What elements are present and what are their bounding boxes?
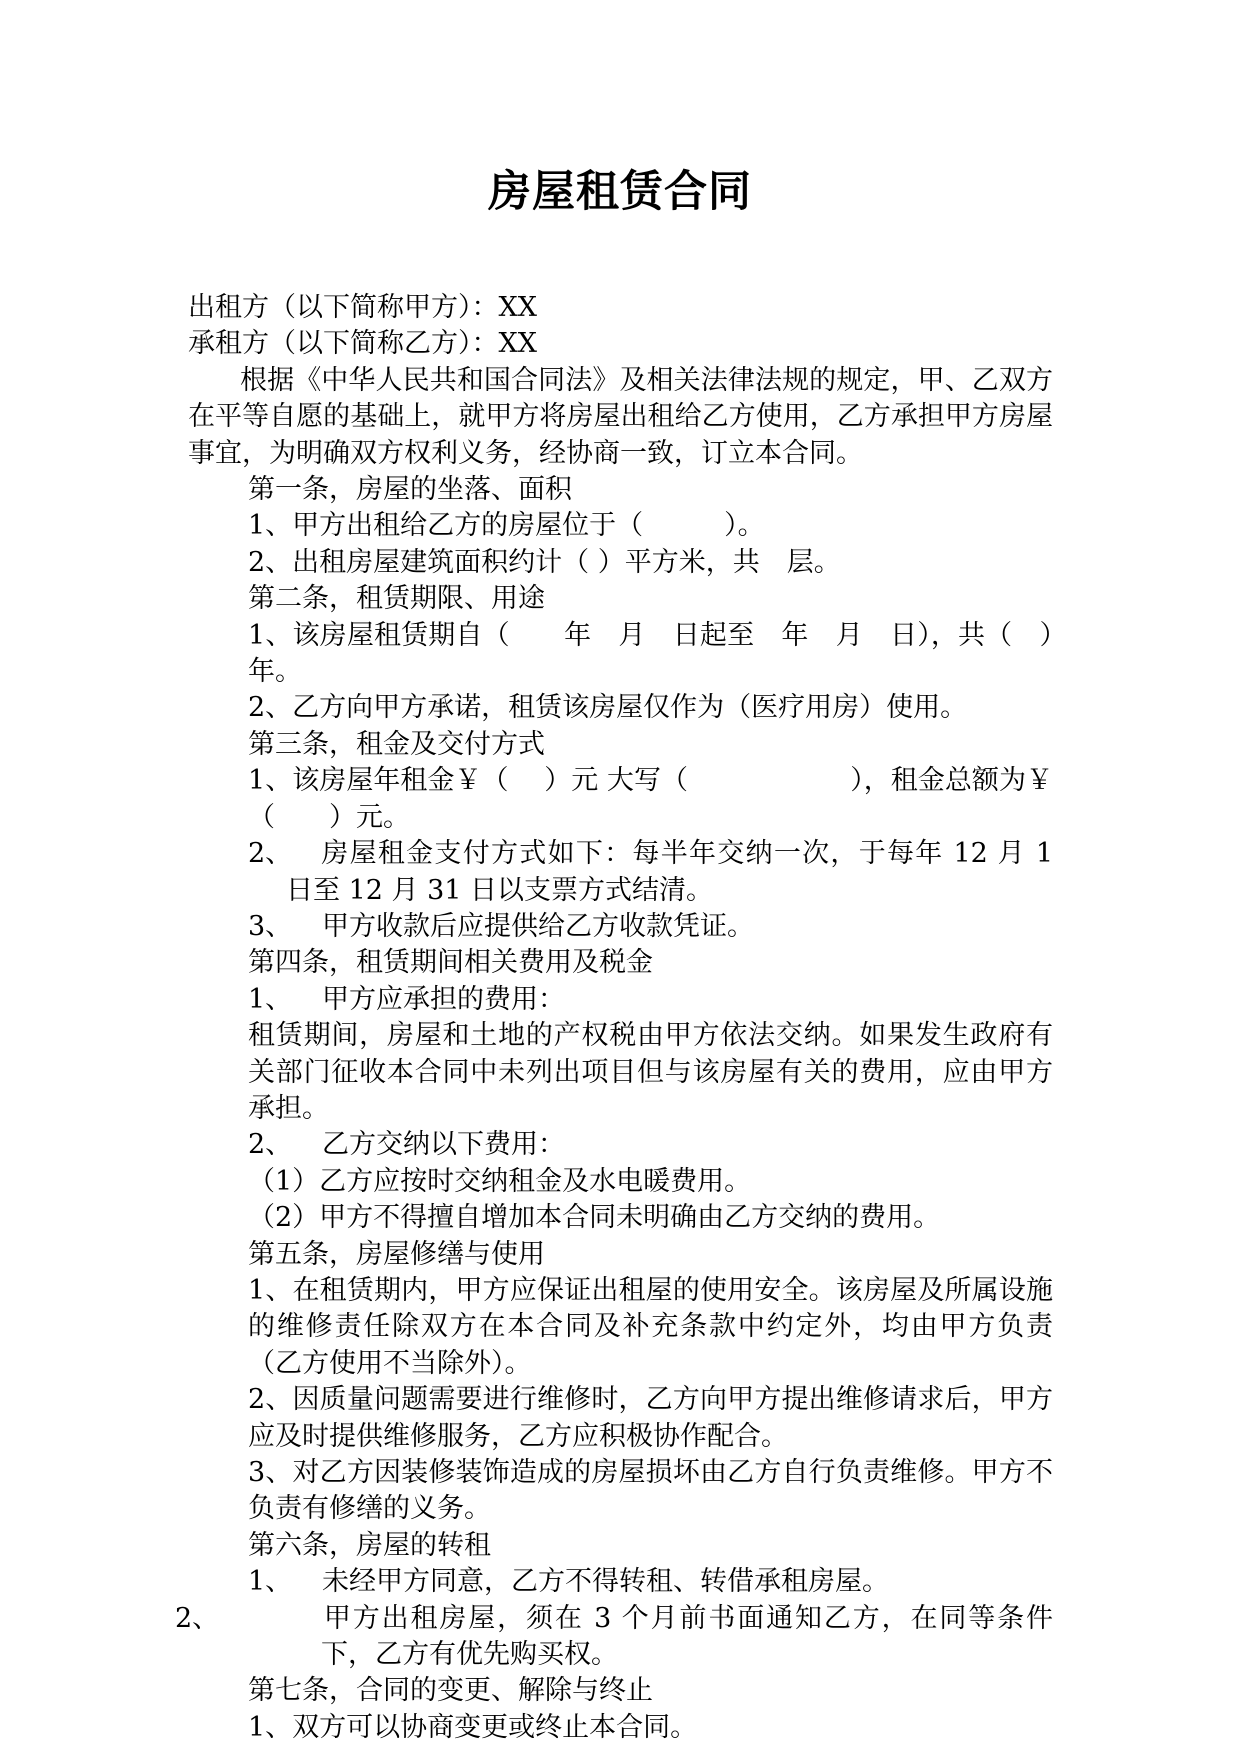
article-2-item-2: 2、乙方向甲方承诺，租赁该房屋仅作为（医疗用房）使用。 <box>248 692 968 724</box>
article-6-item-2 <box>175 1601 1053 1674</box>
article-6-item-1-text: 未经甲方同意，乙方不得转租、转借承租房屋。 <box>322 1566 889 1598</box>
article-3-item-2 <box>188 836 1053 909</box>
document-body <box>175 290 1053 1746</box>
article-3-item-1: 1、该房屋年租金￥（ ）元 大写（ ），租金总额为￥（ ）元。 <box>248 765 1053 833</box>
article-6-title: 第六条，房屋的转租 <box>248 1529 491 1561</box>
document-title: 房屋租赁合同 <box>488 167 752 217</box>
article-4-title: 第四条，租赁期间相关费用及税金 <box>248 947 653 979</box>
article-6-item-1-number: 1、 <box>248 1566 293 1598</box>
article-4-item-2-number: 2、 <box>248 1129 293 1161</box>
article-2-title: 第二条，租赁期限、用途 <box>248 583 545 615</box>
article-4-subitem-1: （1）乙方应按时交纳租金及水电暖费用。 <box>248 1165 752 1197</box>
article-1-item-1: 1、甲方出租给乙方的房屋位于（ ）。 <box>248 510 765 542</box>
article-4-item-2 <box>188 1127 1053 1163</box>
article-1-title: 第一条，房屋的坐落、面积 <box>248 474 572 506</box>
article-3-item-3-number: 3、 <box>248 910 293 942</box>
article-3-item-2-number: 2、 <box>248 838 293 870</box>
article-4-item-1-text: 甲方应承担的费用： <box>322 983 565 1015</box>
article-3-item-3-text: 甲方收款后应提供给乙方收款凭证。 <box>322 910 754 942</box>
lessor-line: 出租方（以下简称甲方）：XX <box>188 292 537 323</box>
article-4-item-1-number: 1、 <box>248 983 293 1015</box>
article-7-item-1: 1、双方可以协商变更或终止本合同。 <box>248 1711 698 1743</box>
article-4-item-2-text: 乙方交纳以下费用： <box>322 1129 565 1161</box>
article-5-item-3: 3、对乙方因装修装饰造成的房屋损坏由乙方自行负责维修。甲方不负责有修缮的义务。 <box>248 1457 1053 1525</box>
article-5-item-1: 1、在租赁期内，甲方应保证出租屋的使用安全。该房屋及所属设施的维修责任除双方在本合同及补充条款中约定外，均由甲方负责（乙方使用不当除外）。 <box>248 1274 1053 1379</box>
article-3-title: 第三条，租金及交付方式 <box>248 728 545 760</box>
article-4-subitem-2: （2）甲方不得擅自增加本合同未明确由乙方交纳的费用。 <box>248 1202 941 1234</box>
article-5-item-2: 2、因质量问题需要进行维修时，乙方向甲方提出维修请求后，甲方应及时提供维修服务，乙方应积极协作配合。 <box>248 1384 1053 1452</box>
article-4-item-1-body: 租赁期间，房屋和土地的产权税由甲方依法交纳。如果发生政府有关部门征收本合同中未列出项目但与该房屋有关的费用，应由甲方承担。 <box>248 1020 1053 1124</box>
article-6-item-2-text: 甲方出租房屋，须在 3 个月前书面通知乙方，在同等条件下，乙方有优先购买权。 <box>321 1602 1053 1671</box>
article-2-item-1: 1、该房屋租赁期自（ 年 月 日起至 年 月 日），共（ ）年。 <box>248 619 1053 688</box>
article-6-item-2-number: 2、 <box>175 1602 220 1634</box>
article-7-title: 第七条，合同的变更、解除与终止 <box>248 1675 653 1707</box>
lessee-line: 承租方（以下简称乙方）：XX <box>188 328 537 360</box>
preamble-paragraph: 根据《中华人民共和国合同法》及相关法律法规的规定，甲、乙双方在平等自愿的基础上，就甲方将房屋出租给乙方使用，乙方承担甲方房屋事宜，为明确双方权利义务，经协商一致，订立本合同。 <box>188 364 1053 469</box>
article-3-item-3 <box>188 909 1053 945</box>
article-6-item-1 <box>188 1564 1053 1600</box>
article-4-item-1 <box>188 982 1053 1018</box>
article-3-item-2-text: 房屋租金支付方式如下：每半年交纳一次，于每年 12 月 1 日至 12 月 31 日以支票方式结清。 <box>286 838 1053 906</box>
article-1-item-2: 2、出租房屋建筑面积约计（ ）平方米，共 层。 <box>248 546 841 578</box>
article-5-title: 第五条，房屋修缮与使用 <box>248 1238 545 1270</box>
